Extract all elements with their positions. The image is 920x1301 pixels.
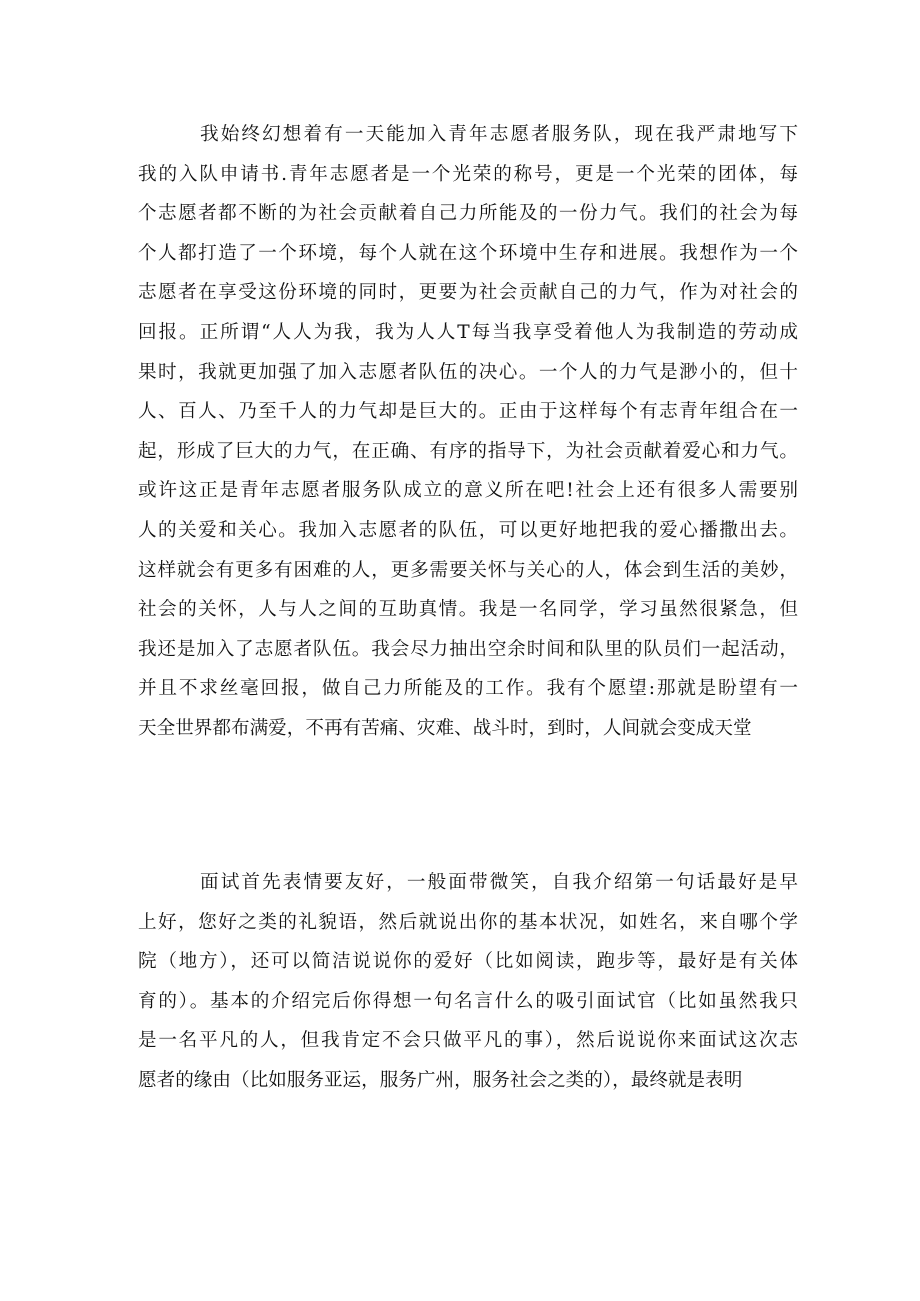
text-line: 育的）。基本的介绍完后你得想一句名言什么的吸引面试官（比如虽然我只 xyxy=(138,990,798,1012)
text-line: 面试首先表情要友好，一般面带微笑，自我介绍第一句话最好是早 xyxy=(200,872,798,893)
text-line: 果时，我就更加强了加入志愿者队伍的决心。一个人的力气是渺小的，但十 xyxy=(138,361,798,383)
text-line: 或许这正是青年志愿者服务队成立的意义所在吧!社会上还有很多人需要别 xyxy=(138,480,798,502)
text-line: 回报。正所谓“人人为我，我为人人T每当我享受着他人为我制造的劳动成 xyxy=(138,321,798,343)
paragraph-application xyxy=(138,115,798,749)
text-line: 起，形成了巨大的力气，在正确、有序的指导下，为社会贡献着爱心和力气。 xyxy=(138,440,798,462)
text-line: 院（地方），还可以简洁说说你的爱好（比如阅读，跑步等，最好是有关体 xyxy=(138,951,798,973)
text-line: 上好，您好之类的礼貌语，然后就说出你的基本状况，如姓名，来自哪个学 xyxy=(138,911,798,933)
text-line: 这样就会有更多有困难的人，更多需要关怀与关心的人，体会到生活的美妙， xyxy=(138,559,798,581)
text-line: 个志愿者都不断的为社会贡献着自己力所能及的一份力气。我们的社会为每 xyxy=(138,203,798,225)
text-line: 我的入队申请书.青年志愿者是一个光荣的称号，更是一个光荣的团体，每 xyxy=(138,163,798,185)
text-line: 并且不求丝毫回报，做自己力所能及的工作。我有个愿望:那就是盼望有一 xyxy=(138,678,798,700)
paragraph-interview-tips xyxy=(138,863,798,1101)
text-line: 志愿者在享受这份环境的同时，更要为社会贡献自己的力气，作为对社会的 xyxy=(138,282,798,304)
text-line: 是一名平凡的人，但我肯定不会只做平凡的事），然后说说你来面试这次志 xyxy=(138,1030,798,1052)
text-line: 我始终幻想着有一天能加入青年志愿者服务队，现在我严肃地写下 xyxy=(200,124,798,145)
text-line: 愿者的缘由（比如服务亚运，服务广州，服务社会之类的），最终就是表明 xyxy=(138,1069,743,1091)
text-line: 人、百人、乃至千人的力气却是巨大的。正由于这样每个有志青年组合在一 xyxy=(138,401,798,423)
text-line: 天全世界都布满爱，不再有苦痛、灾难、战斗时，到时，人间就会变成天堂 xyxy=(138,717,752,739)
text-line: 我还是加入了志愿者队伍。我会尽力抽出空余时间和队里的队员们一起活动， xyxy=(138,638,798,660)
text-line: 社会的关怀，人与人之间的互助真情。我是一名同学，学习虽然很紧急，但 xyxy=(138,599,798,621)
text-line: 人的关爱和关心。我加入志愿者的队伍，可以更好地把我的爱心播撒出去。 xyxy=(138,519,798,541)
text-line: 个人都打造了一个环境，每个人就在这个环境中生存和进展。我想作为一个 xyxy=(138,242,798,264)
